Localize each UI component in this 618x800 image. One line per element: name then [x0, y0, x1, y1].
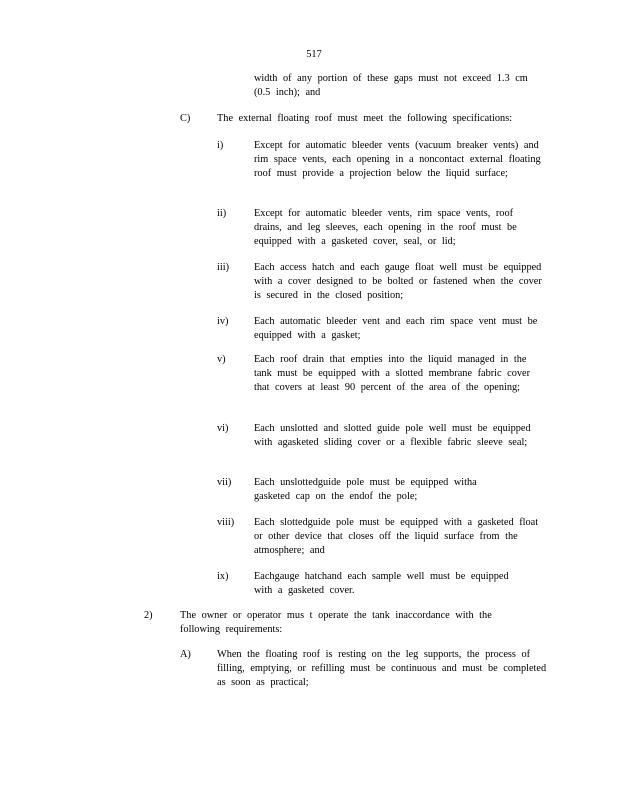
section-2-label: 2) — [144, 610, 153, 621]
continuation-paragraph: width of any portion of these gaps must not exceed 1.3 cm (0.5 inch); and — [254, 73, 528, 98]
item-iii-label: iii) — [217, 262, 230, 273]
item-vi-label: vi) — [217, 423, 229, 434]
item-viii-text: Each slottedguide pole must be equipped with a gasketed float or other device that closes off the liquid surface from the atmosphere; and — [254, 517, 539, 556]
section-c-intro: The external floating roof must meet the following specifications: — [217, 113, 513, 124]
section-c-label: C) — [180, 113, 191, 124]
item-a-text: When the floating roof is resting on the leg supports, the process of filling, emptying, or refilling must be continuous and must be completed as soon as practical; — [217, 649, 547, 688]
item-iii-text: Each access hatch and each gauge float well must be equipped with a cover designed to be bolted or fastened when the cover is secured in the closed position; — [254, 262, 542, 301]
item-v-text: Each roof drain that empties into the liquid managed in the tank must be equipped with a slotted membrane fabric cover that covers at least 90 percent of the area of the opening; — [254, 354, 531, 393]
item-iv-text: Each automatic bleeder vent and each rim space vent must be equipped with a gasket; — [254, 316, 538, 341]
item-ii-text: Except for automatic bleeder vents, rim space vents, roof drains, and leg sleeves, each opening in the roof must be equipped with a gasketed cover, seal, or lid; — [254, 208, 517, 247]
item-v-label: v) — [217, 354, 226, 365]
item-ix-label: ix) — [217, 571, 229, 582]
item-ix-text: Eachgauge hatchand each sample well must be equipped with a gasketed cover. — [254, 571, 509, 596]
item-vi-text: Each unslotted and slotted guide pole well must be equipped with agasketed sliding cover or a flexible fabric sleeve seal; — [254, 423, 531, 448]
item-ii-label: ii) — [217, 208, 227, 219]
item-vii-text: Each unslottedguide pole must be equipped witha gasketed cap on the endof the pole; — [254, 477, 477, 502]
item-viii-label: viii) — [217, 517, 235, 528]
item-i-text: Except for automatic bleeder vents (vacuum breaker vents) and rim space vents, each opening in a noncontact external floating roof must provide a projection below the liquid surface; — [254, 140, 541, 179]
item-vii-label: vii) — [217, 477, 232, 488]
section-2-intro: The owner or operator mus t operate the tank inaccordance with the following requirements: — [180, 610, 492, 635]
page-number: 517 — [306, 49, 322, 60]
item-i-label: i) — [217, 140, 224, 151]
item-a-label: A) — [180, 649, 191, 660]
item-iv-label: iv) — [217, 316, 229, 327]
